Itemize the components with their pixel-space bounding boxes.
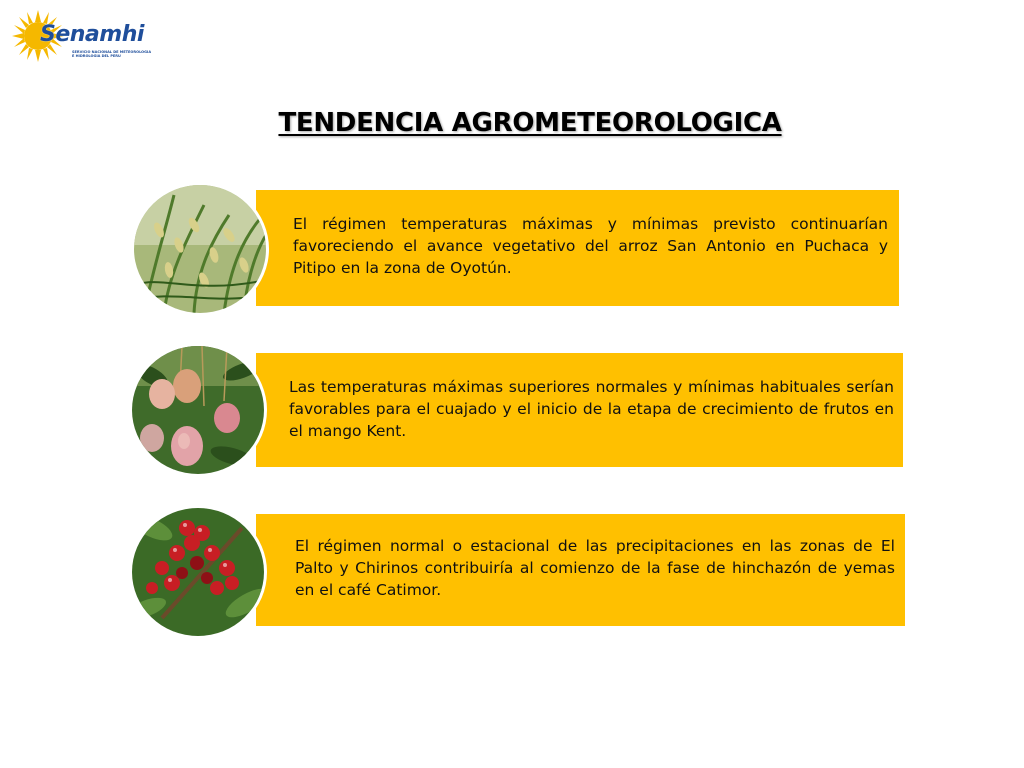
logo-subtitle — [72, 50, 152, 58]
coffee-cherries-photo — [132, 508, 264, 636]
logo-brand-name: Senamhi — [40, 22, 144, 47]
info-text-coffee: El régimen normal o estacional de las precipitaciones en las zonas de El Palto y Chirinos contribuiría al comienzo de la fase de hinchazón de yemas en el café Catimor. — [295, 537, 895, 599]
info-text-mango: Las temperaturas máximas superiores normales y mínimas habituales serían favorables para el cuajado y el inicio de la etapa de crecimiento de frutos en el mango Kent. — [289, 378, 894, 440]
logo-subtitle-line-2: E HIDROLOGIA DEL PERU — [72, 54, 121, 58]
page-title — [0, 108, 1024, 138]
rice-plant-photo — [134, 185, 266, 313]
page-title-text: TENDENCIA AGROMETEOROLOGICA — [278, 108, 782, 138]
mango-fruit-photo — [132, 346, 264, 474]
senamhi-logo — [10, 8, 150, 64]
logo-subtitle-line-1: SERVICIO NACIONAL DE METEOROLOGIA — [72, 50, 152, 54]
info-text-rice: El régimen temperaturas máximas y mínimas previsto continuarían favoreciendo el avance vegetativo del arroz San Antonio en Puchaca y Pitipo en la zona de Oyotún. — [293, 215, 888, 277]
